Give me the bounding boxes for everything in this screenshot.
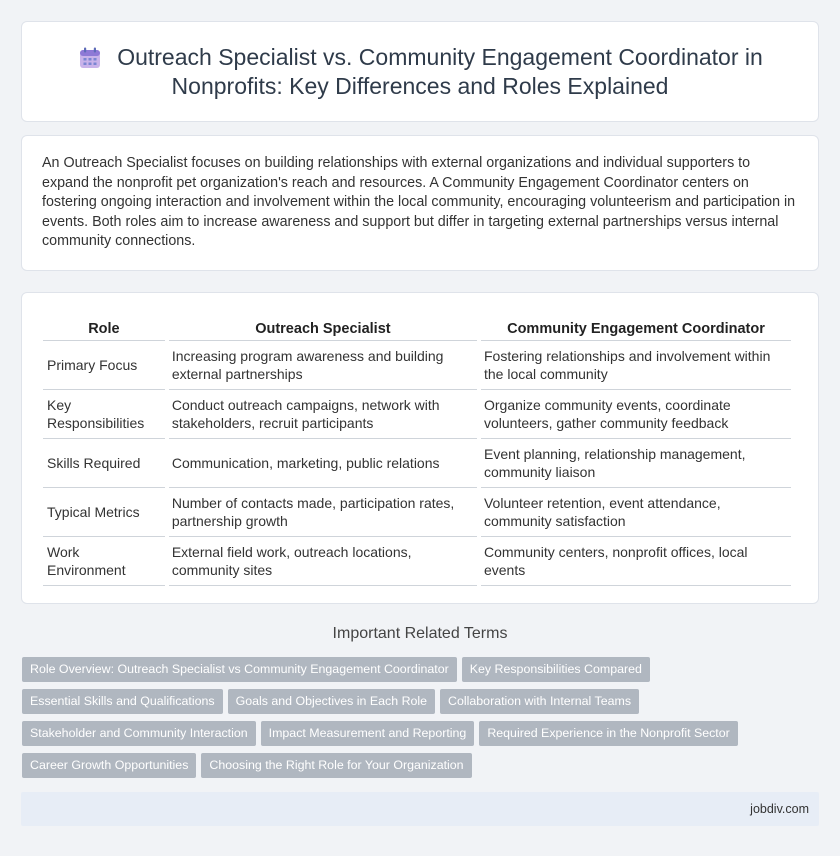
comparison-table-card <box>21 292 819 604</box>
related-term-tag[interactable]: Career Growth Opportunities <box>22 753 196 778</box>
page-title-text: Outreach Specialist vs. Community Engagement Coordinator in Nonprofits: Key Differences and Roles Explained <box>117 43 763 99</box>
related-term-tag[interactable]: Key Responsibilities Compared <box>462 657 650 682</box>
header-cell-community-coordinator: Community Engagement Coordinator <box>481 313 791 341</box>
table-cell: Conduct outreach campaigns, network with stakeholders, recruit participants <box>169 390 477 439</box>
table-row <box>43 390 791 439</box>
related-term-tag[interactable]: Essential Skills and Qualifications <box>22 689 223 714</box>
table-row <box>43 341 791 390</box>
related-terms-tags <box>22 657 822 785</box>
row-label: Typical Metrics <box>43 488 165 537</box>
table-cell: Fostering relationships and involvement within the local community <box>481 341 791 390</box>
table-cell: Event planning, relationship management, community liaison <box>481 439 791 488</box>
intro-paragraph: An Outreach Specialist focuses on building relationships with external organizations and individual supporters to expand the nonprofit pet organization's reach and resources. A Community Engagement Coordinator centers on fostering ongoing interaction and involvement within the local community, encouraging volunteerism and participation in events. Both roles aim to increase awareness and support but differ in targeting external partnerships versus internal community connections. <box>42 155 796 250</box>
header-cell-role: Role <box>43 313 165 341</box>
intro-card <box>21 135 819 271</box>
related-term-tag[interactable]: Role Overview: Outreach Specialist vs Community Engagement Coordinator <box>22 657 457 682</box>
related-term-tag[interactable]: Required Experience in the Nonprofit Sector <box>479 721 737 746</box>
row-label: Primary Focus <box>43 341 165 390</box>
row-label: Skills Required <box>43 439 165 488</box>
table-cell: External field work, outreach locations, community sites <box>169 537 477 586</box>
page-title <box>52 43 788 101</box>
header-card <box>21 21 819 122</box>
table-row <box>43 488 791 537</box>
footer <box>21 792 819 826</box>
table-cell: Community centers, nonprofit offices, local events <box>481 537 791 586</box>
table-cell: Communication, marketing, public relations <box>169 439 477 488</box>
related-term-tag[interactable]: Choosing the Right Role for Your Organization <box>201 753 471 778</box>
row-label: Work Environment <box>43 537 165 586</box>
title-wrap <box>22 22 818 121</box>
comparison-table <box>39 313 795 586</box>
related-term-tag[interactable]: Collaboration with Internal Teams <box>440 689 639 714</box>
related-term-tag[interactable]: Goals and Objectives in Each Role <box>228 689 435 714</box>
related-term-tag[interactable]: Impact Measurement and Reporting <box>261 721 475 746</box>
calendar-icon <box>77 45 103 71</box>
table-cell: Volunteer retention, event attendance, community satisfaction <box>481 488 791 537</box>
table-header-row <box>43 313 791 341</box>
related-term-tag[interactable]: Stakeholder and Community Interaction <box>22 721 256 746</box>
table-cell: Organize community events, coordinate volunteers, gather community feedback <box>481 390 791 439</box>
table-row <box>43 439 791 488</box>
related-terms-heading: Important Related Terms <box>332 625 508 642</box>
table-cell: Number of contacts made, participation rates, partnership growth <box>169 488 477 537</box>
footer-site-link[interactable]: jobdiv.com <box>750 802 809 816</box>
table-cell: Increasing program awareness and building external partnerships <box>169 341 477 390</box>
header-cell-outreach-specialist: Outreach Specialist <box>169 313 477 341</box>
row-label: Key Responsibilities <box>43 390 165 439</box>
table-row <box>43 537 791 586</box>
